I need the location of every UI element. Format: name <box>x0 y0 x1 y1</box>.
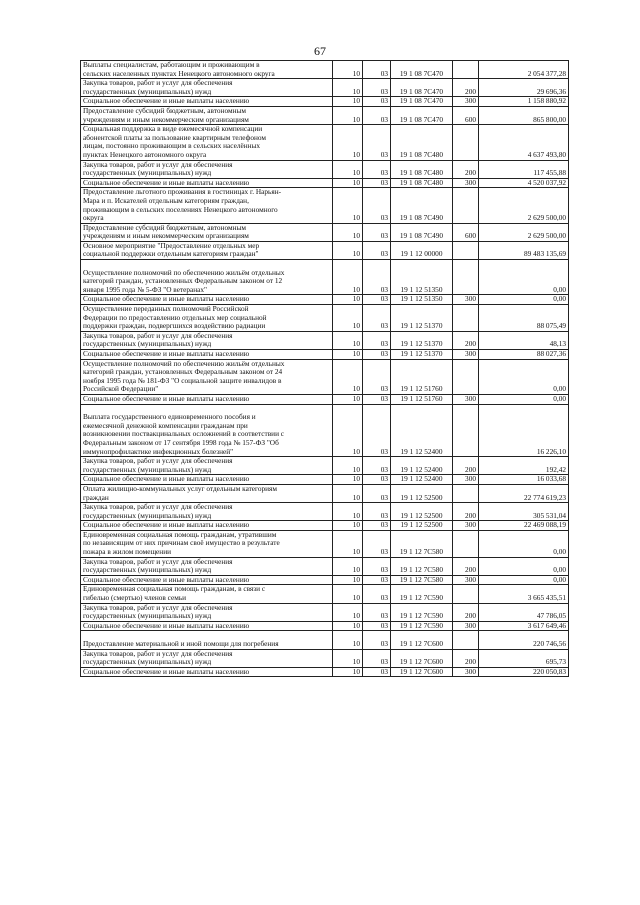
row-subsection-cell: 03 <box>363 530 391 557</box>
row-subsection-cell: 03 <box>363 295 391 305</box>
row-amount-cell: 22 774 619,23 <box>479 484 569 502</box>
row-amount-cell: 4 520 037,92 <box>479 178 569 188</box>
row-amount-cell: 220 050,83 <box>479 667 569 677</box>
row-name-cell: Осуществление переданных полномочий Российской Федерации по предоставлению отдельных мер социальной поддержки граждан, подвергшихся воздействию радиации <box>81 305 333 332</box>
table-row <box>81 394 569 404</box>
row-section-cell: 10 <box>333 631 363 649</box>
table-row <box>81 484 569 502</box>
table-row <box>81 649 569 667</box>
row-expense-type-cell <box>453 631 479 649</box>
row-expense-type-cell <box>453 260 479 295</box>
row-expense-type-cell <box>453 585 479 603</box>
row-section-cell: 10 <box>333 603 363 621</box>
table-row <box>81 61 569 79</box>
row-section-cell: 10 <box>333 106 363 124</box>
row-subsection-cell: 03 <box>363 331 391 349</box>
row-expense-type-cell <box>453 305 479 332</box>
row-name-cell: Выплата государственного единовременного пособия и ежемесячной денежной компенсации гражданам при возникновении поствакцинальных осложнений в соответствии с Федеральным законом от 17 сентября 1998 года № 157-ФЗ "Об иммунопрофилактике инфекционных болезней" <box>81 404 333 457</box>
row-section-cell: 10 <box>333 575 363 585</box>
table-row <box>81 457 569 475</box>
row-section-cell: 10 <box>333 260 363 295</box>
row-name-cell: Социальное обеспечение и иные выплаты населению <box>81 394 333 404</box>
row-name-cell: Выплаты специалистам, работающим и проживающим в сельских населенных пунктах Ненецкого автономного округа <box>81 61 333 79</box>
row-expense-type-cell: 300 <box>453 667 479 677</box>
row-name-cell: Предоставление льготного проживания в гостиницах г. Нарьян- Мара и п. Искателей отдельным категориям граждан, проживающим в сельских поселениях Ненецкого автономного округа <box>81 188 333 223</box>
table-row <box>81 404 569 457</box>
row-amount-cell: 220 746,56 <box>479 631 569 649</box>
row-name-cell: Осуществление полномочий по обеспечению жильём отдельных категорий граждан, установленных Федеральным законом от 24 ноября 1995 года № 181-ФЗ "О социальной защите инвалидов в Российской Федерации" <box>81 359 333 394</box>
row-name-cell: Осуществление полномочий по обеспечению жильём отдельных категорий граждан, установленных Федеральным законом от 12 января 1995 года № 5-ФЗ "О ветеранах" <box>81 260 333 295</box>
row-subsection-cell: 03 <box>363 178 391 188</box>
row-section-cell: 10 <box>333 359 363 394</box>
row-target-article-cell: 19 1 12 51760 <box>391 394 453 404</box>
budget-table <box>80 60 569 677</box>
row-target-article-cell: 19 1 12 51350 <box>391 295 453 305</box>
row-name-cell: Закупка товаров, работ и услуг для обеспечения государственных (муниципальных) нужд <box>81 649 333 667</box>
row-subsection-cell: 03 <box>363 188 391 223</box>
row-subsection-cell: 03 <box>363 603 391 621</box>
row-name-cell: Оплата жилищно-коммунальных услуг отдельным категориям граждан <box>81 484 333 502</box>
row-target-article-cell: 19 1 08 7С470 <box>391 79 453 97</box>
row-amount-cell: 2 629 500,00 <box>479 188 569 223</box>
table-row <box>81 106 569 124</box>
row-expense-type-cell <box>453 359 479 394</box>
row-section-cell: 10 <box>333 241 363 259</box>
row-section-cell: 10 <box>333 649 363 667</box>
row-amount-cell: 16 033,68 <box>479 475 569 485</box>
table-row <box>81 260 569 295</box>
row-amount-cell: 89 483 135,69 <box>479 241 569 259</box>
row-subsection-cell: 03 <box>363 484 391 502</box>
row-amount-cell: 695,73 <box>479 649 569 667</box>
row-target-article-cell: 19 1 12 52400 <box>391 475 453 485</box>
row-subsection-cell: 03 <box>363 97 391 107</box>
row-expense-type-cell: 200 <box>453 160 479 178</box>
row-expense-type-cell: 600 <box>453 106 479 124</box>
row-target-article-cell: 19 1 12 7С590 <box>391 603 453 621</box>
row-section-cell: 10 <box>333 305 363 332</box>
row-target-article-cell: 19 1 12 52400 <box>391 404 453 457</box>
row-name-cell: Социальное обеспечение и иные выплаты населению <box>81 667 333 677</box>
row-amount-cell: 0,00 <box>479 295 569 305</box>
table-row <box>81 295 569 305</box>
row-amount-cell: 117 455,88 <box>479 160 569 178</box>
row-subsection-cell: 03 <box>363 621 391 631</box>
row-expense-type-cell <box>453 241 479 259</box>
row-section-cell: 10 <box>333 97 363 107</box>
row-subsection-cell: 03 <box>363 359 391 394</box>
row-subsection-cell: 03 <box>363 61 391 79</box>
row-amount-cell: 2 054 377,28 <box>479 61 569 79</box>
row-amount-cell: 0,00 <box>479 530 569 557</box>
row-subsection-cell: 03 <box>363 404 391 457</box>
table-row <box>81 503 569 521</box>
row-name-cell: Социальное обеспечение и иные выплаты населению <box>81 350 333 360</box>
table-row <box>81 79 569 97</box>
table-row <box>81 667 569 677</box>
row-name-cell: Социальное обеспечение и иные выплаты населению <box>81 621 333 631</box>
row-subsection-cell: 03 <box>363 475 391 485</box>
row-name-cell: Социальное обеспечение и иные выплаты населению <box>81 97 333 107</box>
row-target-article-cell: 19 1 12 51350 <box>391 260 453 295</box>
row-expense-type-cell: 200 <box>453 457 479 475</box>
row-amount-cell: 4 637 493,80 <box>479 125 569 160</box>
row-name-cell: Закупка товаров, работ и услуг для обеспечения государственных (муниципальных) нужд <box>81 603 333 621</box>
row-target-article-cell: 19 1 08 7С470 <box>391 97 453 107</box>
row-expense-type-cell: 200 <box>453 331 479 349</box>
row-section-cell: 10 <box>333 585 363 603</box>
row-expense-type-cell: 600 <box>453 223 479 241</box>
row-name-cell: Социальное обеспечение и иные выплаты населению <box>81 575 333 585</box>
row-target-article-cell: 19 1 12 52500 <box>391 484 453 502</box>
table-row <box>81 475 569 485</box>
row-section-cell: 10 <box>333 79 363 97</box>
table-row <box>81 603 569 621</box>
table-row <box>81 188 569 223</box>
row-section-cell: 10 <box>333 521 363 531</box>
row-name-cell: Предоставление материальной и иной помощи для погребения <box>81 631 333 649</box>
table-row <box>81 530 569 557</box>
row-target-article-cell: 19 1 12 51370 <box>391 305 453 332</box>
row-expense-type-cell: 200 <box>453 557 479 575</box>
row-name-cell: Предоставление субсидий бюджетным, автономным учреждениям и иным некоммерческим организациям <box>81 106 333 124</box>
row-subsection-cell: 03 <box>363 394 391 404</box>
table-row <box>81 585 569 603</box>
row-name-cell: Социальное обеспечение и иные выплаты населению <box>81 295 333 305</box>
row-section-cell: 10 <box>333 223 363 241</box>
row-section-cell: 10 <box>333 295 363 305</box>
row-expense-type-cell: 300 <box>453 350 479 360</box>
row-name-cell: Единовременная социальная помощь гражданам, в связи с гибелью (смертью) членов семьи <box>81 585 333 603</box>
row-target-article-cell: 19 1 08 7С480 <box>391 125 453 160</box>
row-subsection-cell: 03 <box>363 350 391 360</box>
table-row <box>81 631 569 649</box>
row-expense-type-cell: 200 <box>453 603 479 621</box>
row-amount-cell: 305 531,04 <box>479 503 569 521</box>
row-subsection-cell: 03 <box>363 457 391 475</box>
row-section-cell: 10 <box>333 484 363 502</box>
row-subsection-cell: 03 <box>363 241 391 259</box>
row-section-cell: 10 <box>333 188 363 223</box>
row-amount-cell: 47 786,05 <box>479 603 569 621</box>
row-subsection-cell: 03 <box>363 260 391 295</box>
row-section-cell: 10 <box>333 160 363 178</box>
row-name-cell: Социальное обеспечение и иные выплаты населению <box>81 475 333 485</box>
row-target-article-cell: 19 1 12 7С600 <box>391 667 453 677</box>
row-target-article-cell: 19 1 12 00000 <box>391 241 453 259</box>
row-target-article-cell: 19 1 12 7С580 <box>391 557 453 575</box>
row-subsection-cell: 03 <box>363 125 391 160</box>
row-name-cell: Закупка товаров, работ и услуг для обеспечения государственных (муниципальных) нужд <box>81 331 333 349</box>
row-name-cell: Закупка товаров, работ и услуг для обеспечения государственных (муниципальных) нужд <box>81 557 333 575</box>
row-amount-cell: 0,00 <box>479 575 569 585</box>
table-row <box>81 305 569 332</box>
row-expense-type-cell <box>453 484 479 502</box>
row-amount-cell: 88 075,49 <box>479 305 569 332</box>
row-section-cell: 10 <box>333 394 363 404</box>
row-target-article-cell: 19 1 12 52400 <box>391 457 453 475</box>
row-target-article-cell: 19 1 12 7С590 <box>391 585 453 603</box>
row-subsection-cell: 03 <box>363 79 391 97</box>
row-target-article-cell: 19 1 08 7С480 <box>391 160 453 178</box>
row-name-cell: Основное мероприятие "Предоставление отдельных мер социальной поддержки отдельным категориям граждан" <box>81 241 333 259</box>
row-name-cell: Закупка товаров, работ и услуг для обеспечения государственных (муниципальных) нужд <box>81 457 333 475</box>
row-section-cell: 10 <box>333 404 363 457</box>
row-section-cell: 10 <box>333 667 363 677</box>
row-subsection-cell: 03 <box>363 631 391 649</box>
row-expense-type-cell <box>453 61 479 79</box>
row-section-cell: 10 <box>333 350 363 360</box>
row-target-article-cell: 19 1 12 7С580 <box>391 530 453 557</box>
row-section-cell: 10 <box>333 557 363 575</box>
row-expense-type-cell: 200 <box>453 79 479 97</box>
row-target-article-cell: 19 1 12 7С600 <box>391 649 453 667</box>
row-target-article-cell: 19 1 12 51370 <box>391 331 453 349</box>
row-target-article-cell: 19 1 08 7С470 <box>391 106 453 124</box>
row-amount-cell: 88 027,36 <box>479 350 569 360</box>
row-section-cell: 10 <box>333 178 363 188</box>
table-row <box>81 359 569 394</box>
row-amount-cell: 29 696,36 <box>479 79 569 97</box>
row-name-cell: Предоставление субсидий бюджетным, автономным учреждениям и иным некоммерческим организациям <box>81 223 333 241</box>
table-row <box>81 521 569 531</box>
row-target-article-cell: 19 1 12 7С600 <box>391 631 453 649</box>
row-amount-cell: 16 226,10 <box>479 404 569 457</box>
row-expense-type-cell: 200 <box>453 649 479 667</box>
table-row <box>81 621 569 631</box>
row-target-article-cell: 19 1 12 7С590 <box>391 621 453 631</box>
row-name-cell: Социальное обеспечение и иные выплаты населению <box>81 178 333 188</box>
row-target-article-cell: 19 1 12 51370 <box>391 350 453 360</box>
table-row <box>81 178 569 188</box>
row-subsection-cell: 03 <box>363 557 391 575</box>
row-amount-cell: 3 617 649,46 <box>479 621 569 631</box>
row-expense-type-cell: 300 <box>453 621 479 631</box>
row-expense-type-cell <box>453 125 479 160</box>
row-amount-cell: 1 158 880,92 <box>479 97 569 107</box>
row-expense-type-cell: 300 <box>453 575 479 585</box>
row-expense-type-cell: 300 <box>453 394 479 404</box>
row-subsection-cell: 03 <box>363 575 391 585</box>
table-row <box>81 350 569 360</box>
row-name-cell: Социальная поддержка в виде ежемесячной компенсации абонентской платы за пользование квартирным телефоном лицам, постоянно проживающим в сельских населённых пунктах Ненецкого автономного округа <box>81 125 333 160</box>
row-amount-cell: 2 629 500,00 <box>479 223 569 241</box>
row-expense-type-cell: 300 <box>453 295 479 305</box>
row-amount-cell: 48,13 <box>479 331 569 349</box>
row-amount-cell: 865 800,00 <box>479 106 569 124</box>
table-row <box>81 97 569 107</box>
row-subsection-cell: 03 <box>363 305 391 332</box>
row-subsection-cell: 03 <box>363 503 391 521</box>
row-target-article-cell: 19 1 12 7С580 <box>391 575 453 585</box>
table-row <box>81 241 569 259</box>
row-name-cell: Закупка товаров, работ и услуг для обеспечения государственных (муниципальных) нужд <box>81 503 333 521</box>
row-amount-cell: 0,00 <box>479 359 569 394</box>
row-target-article-cell: 19 1 12 52500 <box>391 521 453 531</box>
page-number: 67 <box>314 44 326 58</box>
row-subsection-cell: 03 <box>363 106 391 124</box>
row-amount-cell: 192,42 <box>479 457 569 475</box>
row-section-cell: 10 <box>333 457 363 475</box>
table-row <box>81 331 569 349</box>
row-expense-type-cell: 300 <box>453 97 479 107</box>
table-row <box>81 125 569 160</box>
row-section-cell: 10 <box>333 125 363 160</box>
row-amount-cell: 3 665 435,51 <box>479 585 569 603</box>
row-expense-type-cell: 200 <box>453 503 479 521</box>
table-row <box>81 557 569 575</box>
row-section-cell: 10 <box>333 503 363 521</box>
row-subsection-cell: 03 <box>363 160 391 178</box>
table-row <box>81 223 569 241</box>
row-expense-type-cell: 300 <box>453 521 479 531</box>
row-target-article-cell: 19 1 12 51760 <box>391 359 453 394</box>
row-target-article-cell: 19 1 08 7С490 <box>391 188 453 223</box>
row-amount-cell: 0,00 <box>479 394 569 404</box>
row-subsection-cell: 03 <box>363 585 391 603</box>
row-expense-type-cell: 300 <box>453 178 479 188</box>
row-amount-cell: 0,00 <box>479 557 569 575</box>
row-target-article-cell: 19 1 12 52500 <box>391 503 453 521</box>
row-target-article-cell: 19 1 08 7С490 <box>391 223 453 241</box>
table-row <box>81 160 569 178</box>
row-section-cell: 10 <box>333 331 363 349</box>
row-section-cell: 10 <box>333 621 363 631</box>
row-section-cell: 10 <box>333 61 363 79</box>
row-name-cell: Социальное обеспечение и иные выплаты населению <box>81 521 333 531</box>
row-target-article-cell: 19 1 08 7С480 <box>391 178 453 188</box>
row-name-cell: Закупка товаров, работ и услуг для обеспечения государственных (муниципальных) нужд <box>81 160 333 178</box>
row-name-cell: Единовременная социальная помощь гражданам, утратившим по независящим от них причинам своё имущество в результате пожара в жилом помещении <box>81 530 333 557</box>
row-target-article-cell: 19 1 08 7С470 <box>391 61 453 79</box>
row-expense-type-cell: 300 <box>453 475 479 485</box>
row-section-cell: 10 <box>333 475 363 485</box>
budget-table-body <box>81 61 569 677</box>
row-expense-type-cell <box>453 530 479 557</box>
row-expense-type-cell <box>453 188 479 223</box>
row-name-cell: Закупка товаров, работ и услуг для обеспечения государственных (муниципальных) нужд <box>81 79 333 97</box>
row-expense-type-cell <box>453 404 479 457</box>
row-amount-cell: 0,00 <box>479 260 569 295</box>
row-subsection-cell: 03 <box>363 649 391 667</box>
table-row <box>81 575 569 585</box>
row-subsection-cell: 03 <box>363 667 391 677</box>
row-amount-cell: 22 469 088,19 <box>479 521 569 531</box>
row-section-cell: 10 <box>333 530 363 557</box>
row-subsection-cell: 03 <box>363 223 391 241</box>
row-subsection-cell: 03 <box>363 521 391 531</box>
